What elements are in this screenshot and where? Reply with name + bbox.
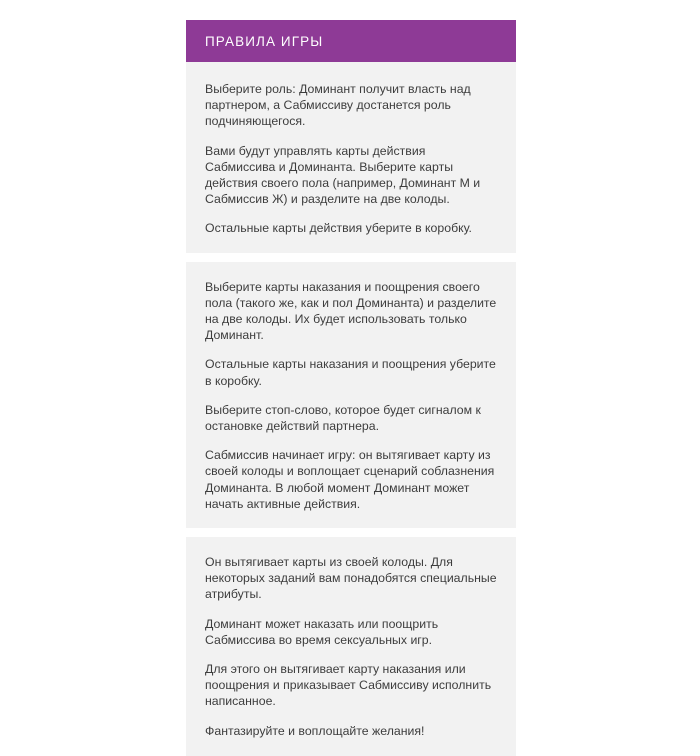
rule-paragraph: Он вытягивает карты из своей колоды. Для некоторых заданий вам понадобятся специальные атрибуты. [205, 555, 497, 602]
rules-sections [186, 62, 516, 756]
rule-paragraph: Остальные карты наказания и поощрения уберите в коробку. [205, 357, 496, 388]
rule-paragraph: Сабмиссив начинает игру: он вытягивает карту из своей колоды и воплощает сценарий соблазнения Доминанта. В любой момент Доминант может начать активные действия. [205, 448, 495, 511]
rules-section-2 [186, 262, 516, 528]
rule-paragraph: Доминант может наказать или поощрить Сабмиссива во время сексуальных игр. [205, 616, 439, 647]
section-divider [186, 528, 516, 537]
rule-paragraph: Выберите стоп-слово, которое будет сигналом к остановке действий партнера. [205, 402, 481, 434]
page-title: ПРАВИЛА ИГРЫ [205, 33, 324, 49]
rule-paragraph: Выберите роль: Доминант получит власть над партнером, а Сабмиссиву достанется роль подчиняющегося. [205, 82, 471, 129]
rules-section-1 [186, 62, 516, 253]
section-divider [186, 253, 516, 262]
rule-paragraph: Остальные карты действия уберите в коробку. [205, 221, 472, 236]
rules-section-3 [186, 537, 516, 756]
rule-paragraph: Для этого он вытягивает карту наказания или поощрения и приказывает Сабмиссиву исполнить написанное. [205, 662, 492, 709]
card-header [186, 20, 516, 62]
rule-paragraph: Вами будут управлять карты действия Сабмиссива и Доминанта. Выберите карты действия своего пола (например, Доминант М и Сабмиссив Ж) и разделите на две колоды. [205, 143, 481, 207]
rule-paragraph: Выберите карты наказания и поощрения своего пола (такого же, как и пол Доминанта) и разделите на две колоды. Их будет использовать только Доминант. [205, 279, 497, 343]
rule-paragraph: Фантазируйте и воплощайте желания! [205, 723, 425, 738]
rules-card [186, 20, 516, 738]
